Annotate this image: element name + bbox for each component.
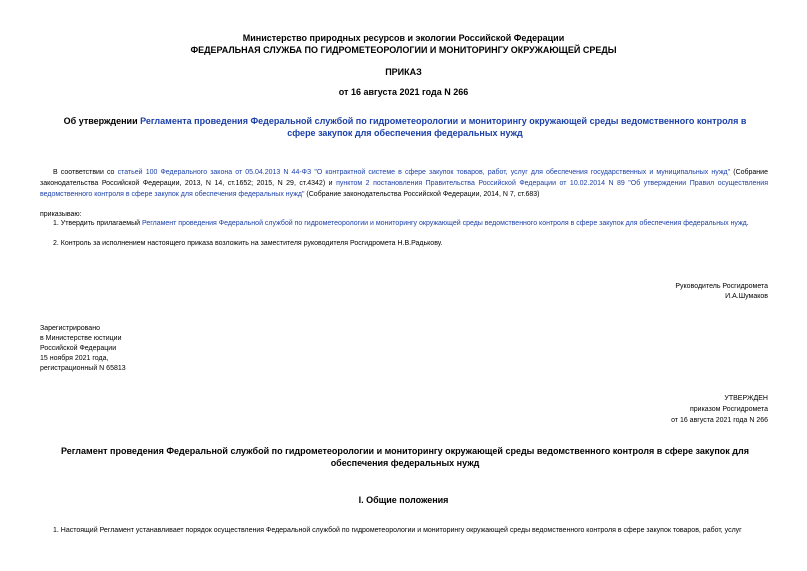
registration-line-4: 15 ноября 2021 года, (40, 355, 109, 362)
registration-line-2: в Министерстве юстиции (40, 335, 122, 342)
order-item-1-prefix: 1. Утвердить прилагаемый (53, 220, 142, 227)
order-title-link[interactable]: Регламента проведения Федеральной службой по гидрометеорологии и мониторингу окружающей среды ведомственного контроля в сфере закупок для обеспечения федеральных нужд (140, 116, 747, 138)
order-word: приказываю: (40, 211, 82, 218)
government-decree-89-link[interactable]: пунктом 2 постановления Правительства Российской Федерации от 10.02.2014 N 89 "Об утверждении Правил осуществления ведомственного контроля в сфере закупок для обеспечения федеральных нужд" (40, 180, 768, 198)
preamble-text-1: В соответствии со (53, 169, 118, 176)
service-name: ФЕДЕРАЛЬНАЯ СЛУЖБА ПО ГИДРОМЕТЕОРОЛОГИИ И МОНИТОРИНГУ ОКРУЖАЮЩЕЙ СРЕДЫ (190, 45, 617, 55)
reglament-title: Регламент проведения Федеральной службой по гидрометеорологии и мониторингу окружающей среды ведомственного контроля в сфере закупок для обеспечения федеральных нужд (61, 446, 749, 468)
order-title (55, 115, 755, 139)
registration-line-5: регистрационный N 65813 (40, 365, 126, 372)
doc-type: ПРИКАЗ (385, 67, 422, 77)
order-item-1 (53, 218, 769, 229)
approved-line-1: УТВЕРЖДЕН (724, 395, 768, 402)
order-title-prefix: Об утверждении (63, 116, 141, 126)
registration-line-1: Зарегистрировано (40, 325, 100, 332)
order-item-1-suffix: . (746, 220, 749, 227)
registration-line-3: Российской Федерации (40, 345, 117, 352)
signature-position: Руководитель Росгидромета (675, 283, 768, 290)
order-item-2: 2. Контроль за исполнением настоящего приказа возложить на заместителя руководителя Росгидромета Н.В.Радькову. (53, 240, 443, 247)
section-title: I. Общие положения (358, 495, 449, 505)
preamble-text-2: (Собрание законодательства Российской Федерации, 2013, N 14, ст.1652; 2015, N 29, ст.4342) и (40, 169, 768, 187)
approved-line-3: от 16 августа 2021 года N 266 (671, 417, 768, 424)
preamble-text-3: (Собрание законодательства Российской Федерации, 2014, N 7, ст.683) (304, 191, 540, 198)
approved-line-2: приказом Росгидромета (690, 406, 768, 413)
order-date-number: от 16 августа 2021 года N 266 (338, 87, 469, 97)
ministry-name: Министерство природных ресурсов и экологии Российской Федерации (242, 33, 565, 43)
law-44-fz-link[interactable]: статьей 100 Федерального закона от 05.04.2013 N 44-ФЗ "О контрактной системе в сфере закупок товаров, работ, услуг для обеспечения государственных и муниципальных нужд" (117, 169, 731, 176)
preamble (40, 167, 768, 200)
reglament-link[interactable]: Регламент проведения Федеральной службой по гидрометеорологии и мониторингу окружающей среды ведомственного контроля в сфере закупок для обеспечения федеральных нужд (141, 220, 747, 227)
signature-name: И.А.Шумаков (725, 293, 768, 300)
paragraph-1: 1. Настоящий Регламент устанавливает порядок осуществления Федеральной службой по гидрометеорологии и мониторингу окружающей среды ведомственного контроля в сфере закупок товаров, работ, услуг (53, 527, 742, 534)
